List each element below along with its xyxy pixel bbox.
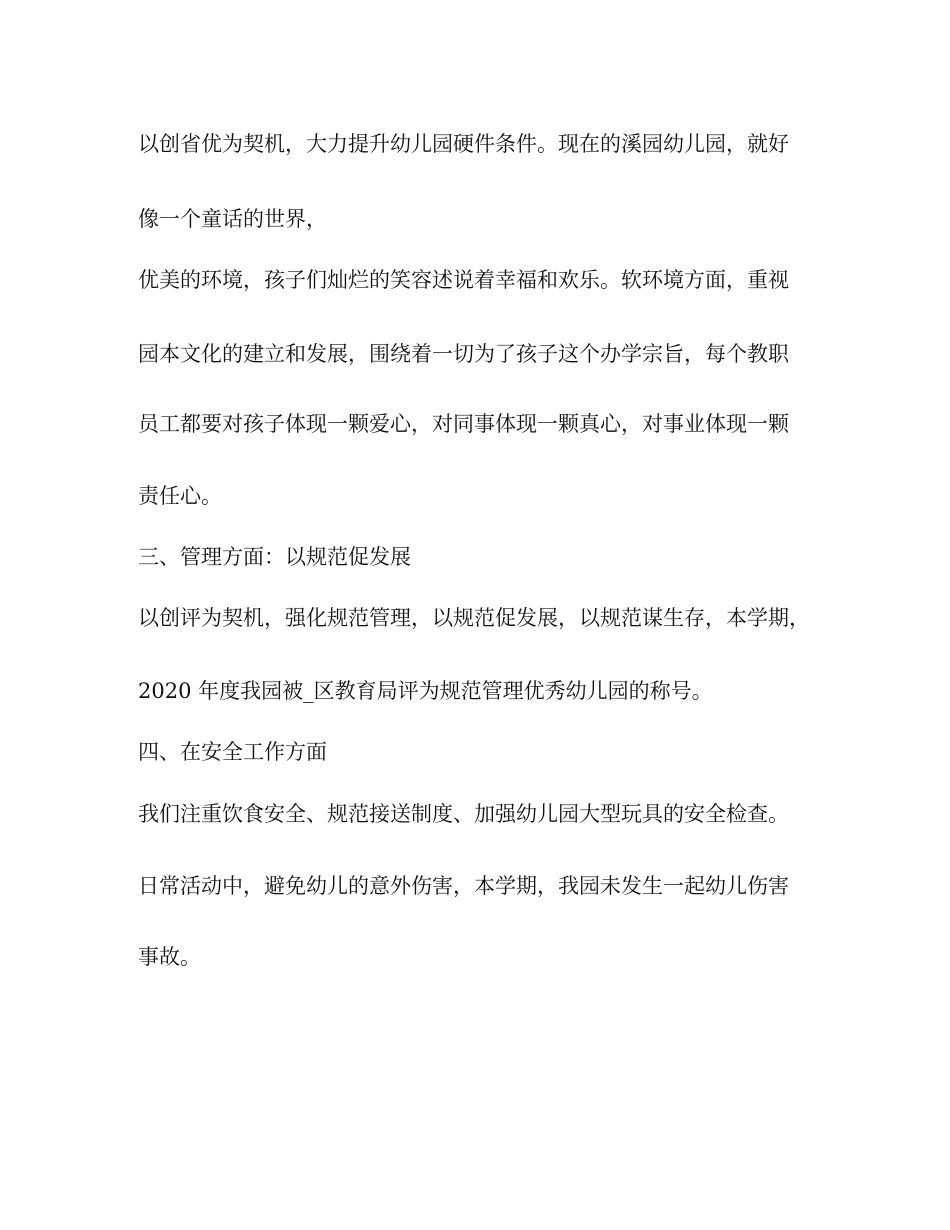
paragraph-line: 以创省优为契机，大力提升幼儿园硬件条件。现在的溪园幼儿园，就好: [138, 132, 789, 156]
paragraph-line: 2020 年度我园被_区教育局评为规范管理优秀幼儿园的称号。: [138, 679, 713, 703]
paragraph-line: 责任心。: [138, 484, 222, 508]
paragraph-line: 以创评为契机，强化规范管理，以规范促发展，以规范谋生存，本学期，: [138, 606, 810, 630]
paragraph-line: 我们注重饮食安全、规范接送制度、加强幼儿园大型玩具的安全检查。: [138, 802, 789, 826]
section-heading-management: 三、管理方面：以规范促发展: [138, 545, 411, 569]
section-heading-safety: 四、在安全工作方面: [138, 740, 327, 764]
paragraph-line: 园本文化的建立和发展，围绕着一切为了孩子这个办学宗旨，每个教职: [138, 342, 789, 366]
paragraph-line: 事故。: [138, 945, 201, 969]
paragraph-line: 员工都要对孩子体现一颗爱心，对同事体现一颗真心，对事业体现一颗: [138, 412, 789, 436]
paragraph-line: 日常活动中，避免幼儿的意外伤害，本学期，我园未发生一起幼儿伤害: [138, 874, 789, 898]
paragraph-line: 优美的环境，孩子们灿烂的笑容述说着幸福和欢乐。软环境方面，重视: [138, 268, 789, 292]
paragraph-line: 像一个童话的世界，: [138, 207, 327, 231]
